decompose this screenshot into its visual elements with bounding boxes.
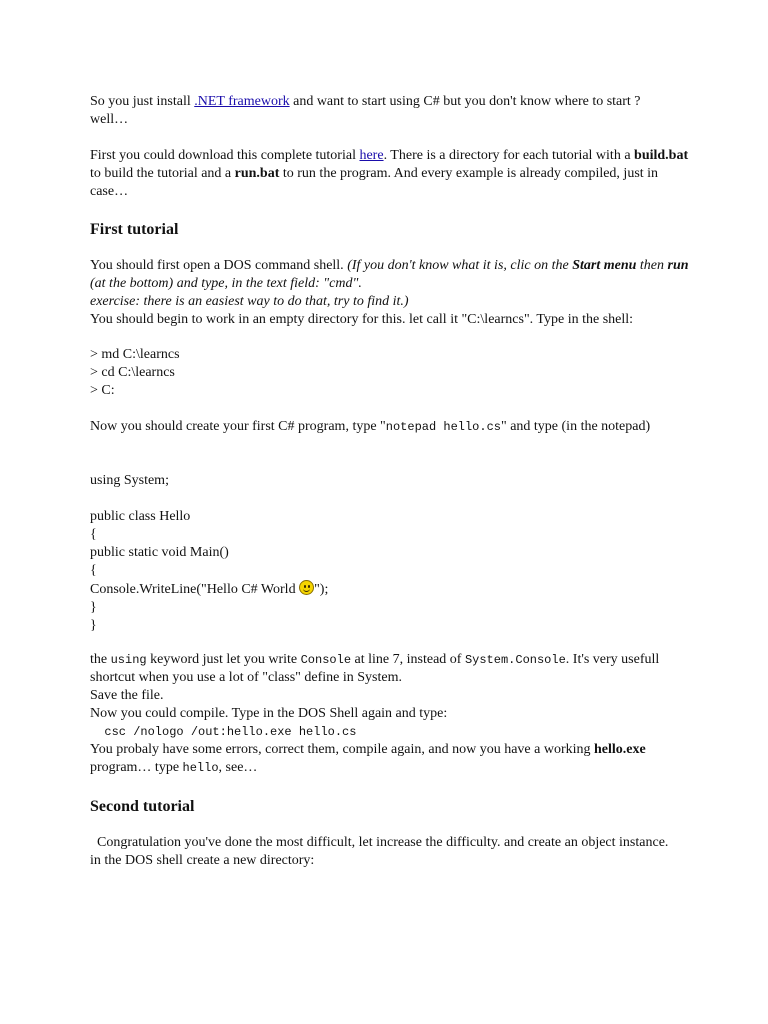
explanation-block xyxy=(90,651,690,777)
code-line-console xyxy=(90,580,690,599)
hello-exe-label: hello.exe xyxy=(594,742,646,757)
italic-text: then xyxy=(636,258,668,273)
first-tutorial-heading: First tutorial xyxy=(90,221,179,238)
code-line: } xyxy=(90,618,97,633)
code-listing xyxy=(90,508,690,635)
second-tutorial-paragraph: Congratulation you've done the most difficult, let increase the difficulty. and create an object instance. in the DOS shell create a new directory: xyxy=(90,835,672,868)
text: , see… xyxy=(218,760,258,775)
inline-code: using xyxy=(110,653,147,667)
italic-text: (at the bottom) and type, in the text field: "cmd". xyxy=(90,276,362,291)
inline-code: Console xyxy=(300,653,352,667)
inline-code: System.Console xyxy=(464,653,566,667)
text: You should first open a DOS command shell. xyxy=(90,258,348,273)
net-framework-link[interactable]: .NET framework xyxy=(194,94,290,109)
text: Console.WriteLine("Hello C# World xyxy=(90,582,300,597)
text: . It's very usefull shortcut when you use a lot of "class" define in System. xyxy=(90,652,660,685)
text: and want to start using C# but you don't know where to start ? well… xyxy=(90,94,641,127)
run-bat-label: run.bat xyxy=(234,166,280,181)
text: to build the tutorial and a xyxy=(90,166,235,181)
shell-commands xyxy=(90,346,690,400)
here-link[interactable]: here xyxy=(359,148,384,163)
italic-text: (If you don't know what it is, clic on the xyxy=(347,258,573,273)
code-line: } xyxy=(90,600,97,615)
inline-code: notepad hello.cs xyxy=(385,420,501,434)
download-paragraph xyxy=(90,147,690,201)
open-shell-paragraph xyxy=(90,257,690,329)
second-tutorial-heading: Second tutorial xyxy=(90,798,195,815)
code-using-line: using System; xyxy=(90,473,169,488)
run-label: run xyxy=(667,258,689,273)
inline-code: hello xyxy=(182,761,219,775)
smiley-icon xyxy=(299,580,314,595)
command-line: > md C:\learncs xyxy=(90,347,180,362)
using-explanation xyxy=(90,651,690,687)
intro-paragraph xyxy=(90,93,682,129)
command-line: > cd C:\learncs xyxy=(90,365,175,380)
command-line: > C: xyxy=(90,383,115,398)
text: . There is a directory for each tutorial with a xyxy=(383,148,635,163)
build-bat-label: build.bat xyxy=(634,148,689,163)
code-line: public class Hello xyxy=(90,509,191,524)
run-program-text xyxy=(90,741,690,777)
exercise-text: exercise: there is an easiest way to do that, try to find it.) xyxy=(90,294,409,309)
compile-text: Now you could compile. Type in the DOS Shell again and type: xyxy=(90,706,448,721)
code-line: public static void Main() xyxy=(90,545,229,560)
create-program-paragraph xyxy=(90,418,690,436)
start-menu-label: Start menu xyxy=(572,258,637,273)
text: to run the program. And every example is already compiled, just in case… xyxy=(90,166,659,199)
save-file-text: Save the file. xyxy=(90,688,164,703)
compile-command: csc /nologo /out:hello.exe hello.cs xyxy=(90,725,357,739)
text: program… type xyxy=(90,760,183,775)
text: the xyxy=(90,652,111,667)
text: You probaly have some errors, correct them, compile again, and now you have a working xyxy=(90,742,594,757)
text: Now you should create your first C# program, type " xyxy=(90,419,386,434)
code-line: { xyxy=(90,563,97,578)
text: keyword just let you write xyxy=(146,652,301,667)
text: So you just install xyxy=(90,94,195,109)
code-line: { xyxy=(90,527,97,542)
text: You should begin to work in an empty directory for this. let call it "C:\learncs". Type in the shell: xyxy=(90,312,634,327)
text: First you could download this complete tutorial xyxy=(90,148,360,163)
text: "); xyxy=(314,582,329,597)
text: at line 7, instead of xyxy=(351,652,465,667)
text: " and type (in the notepad) xyxy=(500,419,651,434)
